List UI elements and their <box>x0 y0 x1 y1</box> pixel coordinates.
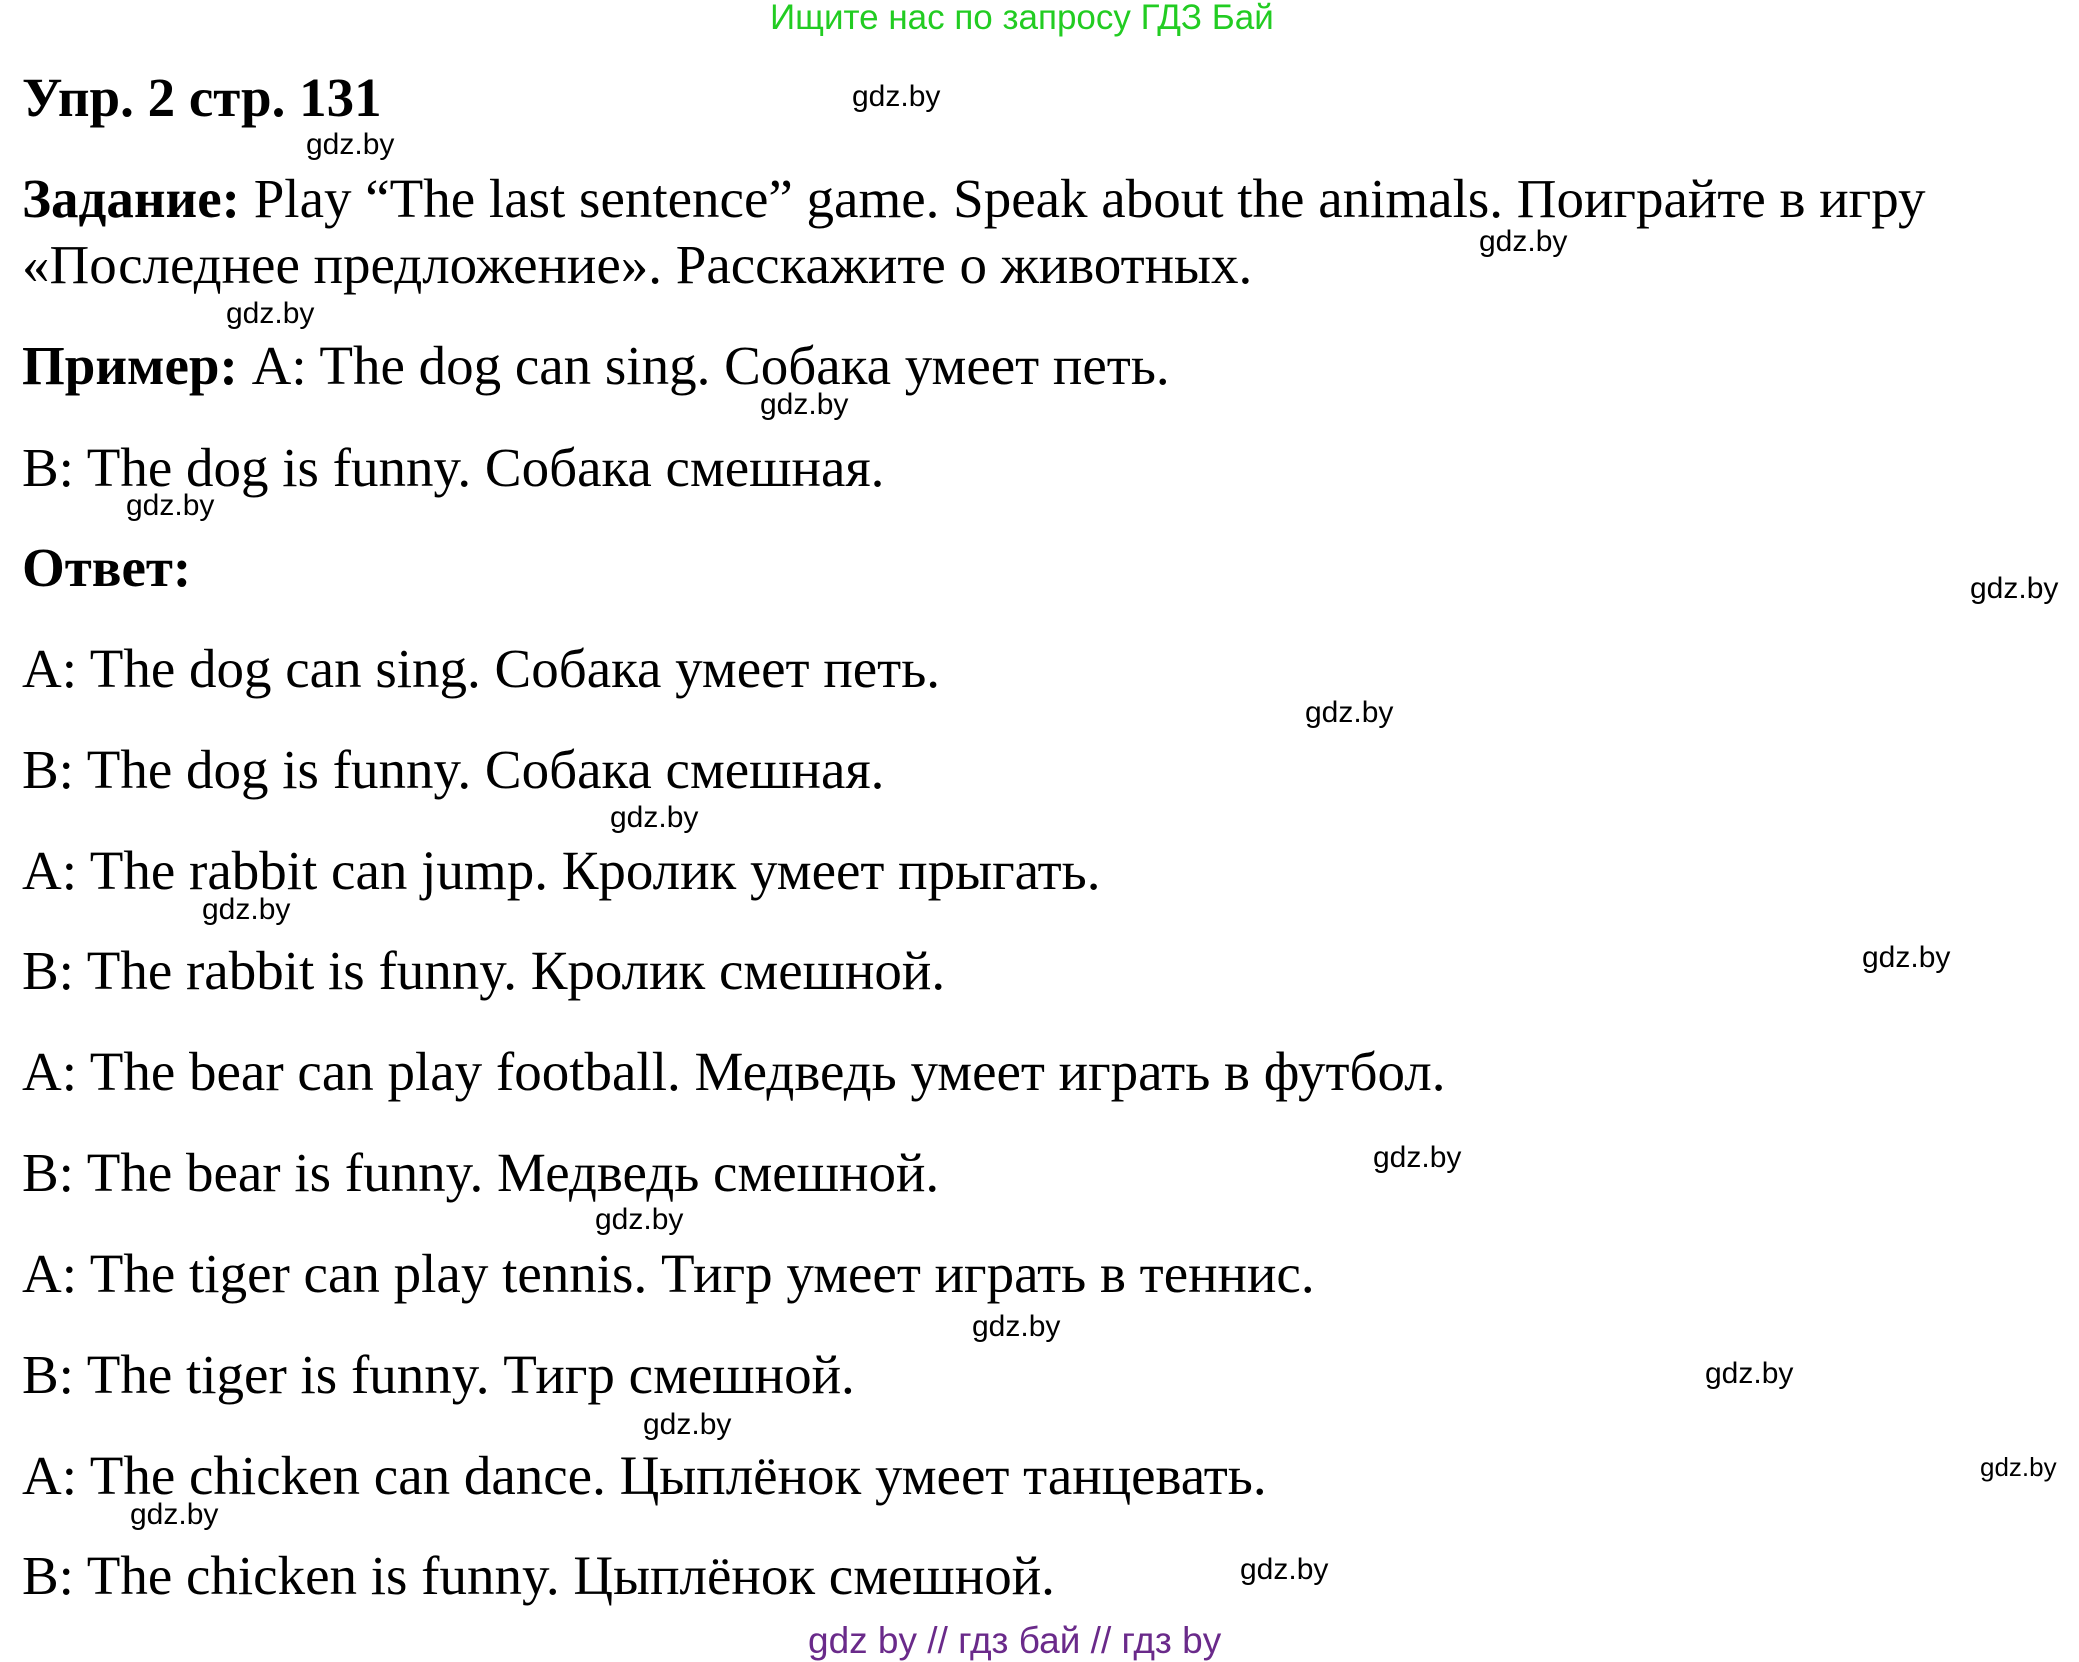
task-line-2: «Последнее предложение». Расскажите о животных. <box>22 234 1253 295</box>
answer-line: A: The bear can play football. Медведь умеет играть в футбол. <box>22 1041 1446 1102</box>
answer-line: B: The dog is funny. Собака смешная. <box>22 739 885 800</box>
watermark: gdz.by <box>202 893 291 926</box>
watermark: gdz.by <box>760 388 849 421</box>
watermark: gdz.by <box>972 1310 1061 1343</box>
watermark: gdz.by <box>643 1408 732 1441</box>
watermark: gdz.by <box>1240 1553 1329 1586</box>
watermark: gdz.by <box>126 489 215 522</box>
example-label: Пример: <box>22 335 238 396</box>
watermark: gdz.by <box>852 80 941 113</box>
watermark: gdz.by <box>1970 572 2059 605</box>
exercise-title: Упр. 2 стр. 131 <box>22 67 382 128</box>
watermark: gdz.by <box>1305 696 1394 729</box>
answer-line: B: The bear is funny. Медведь смешной. <box>22 1142 940 1203</box>
answer-line: B: The tiger is funny. Тигр смешной. <box>22 1344 855 1405</box>
watermark: gdz.by <box>1862 941 1951 974</box>
task-text-1: Play “The last sentence” game. Speak about the animals. Поиграйте в игру <box>253 168 1926 229</box>
example-text-a: A: The dog can sing. Собака умеет петь. <box>251 335 1170 396</box>
answer-line: A: The chicken can dance. Цыплёнок умеет танцевать. <box>22 1445 1267 1506</box>
example-line-a <box>22 335 1170 396</box>
task-label: Задание: <box>22 168 240 229</box>
watermark: gdz.by <box>1705 1357 1794 1390</box>
task-line-1 <box>22 168 1926 229</box>
watermark: gdz.by <box>306 128 395 161</box>
top-banner[interactable]: Ищите нас по запросу ГДЗ Бай <box>770 0 1274 37</box>
watermark: gdz.by <box>1373 1141 1462 1174</box>
example-line-b: B: The dog is funny. Собака смешная. <box>22 437 885 498</box>
watermark: gdz.by <box>1980 1452 2057 1482</box>
answer-line: B: The chicken is funny. Цыплёнок смешной. <box>22 1545 1055 1606</box>
answer-line: B: The rabbit is funny. Кролик смешной. <box>22 940 946 1001</box>
footer-links[interactable]: gdz by // гдз бай // гдз by <box>808 1620 1222 1661</box>
answer-line: A: The tiger can play tennis. Тигр умеет играть в теннис. <box>22 1243 1315 1304</box>
watermark: gdz.by <box>130 1498 219 1531</box>
answer-line: A: The dog can sing. Собака умеет петь. <box>22 638 941 699</box>
answer-line: A: The rabbit can jump. Кролик умеет прыгать. <box>22 840 1101 901</box>
watermark: gdz.by <box>595 1203 684 1236</box>
watermark: gdz.by <box>1479 225 1568 258</box>
watermark: gdz.by <box>610 801 699 834</box>
answer-label: Ответ: <box>22 537 192 598</box>
watermark: gdz.by <box>226 297 315 330</box>
